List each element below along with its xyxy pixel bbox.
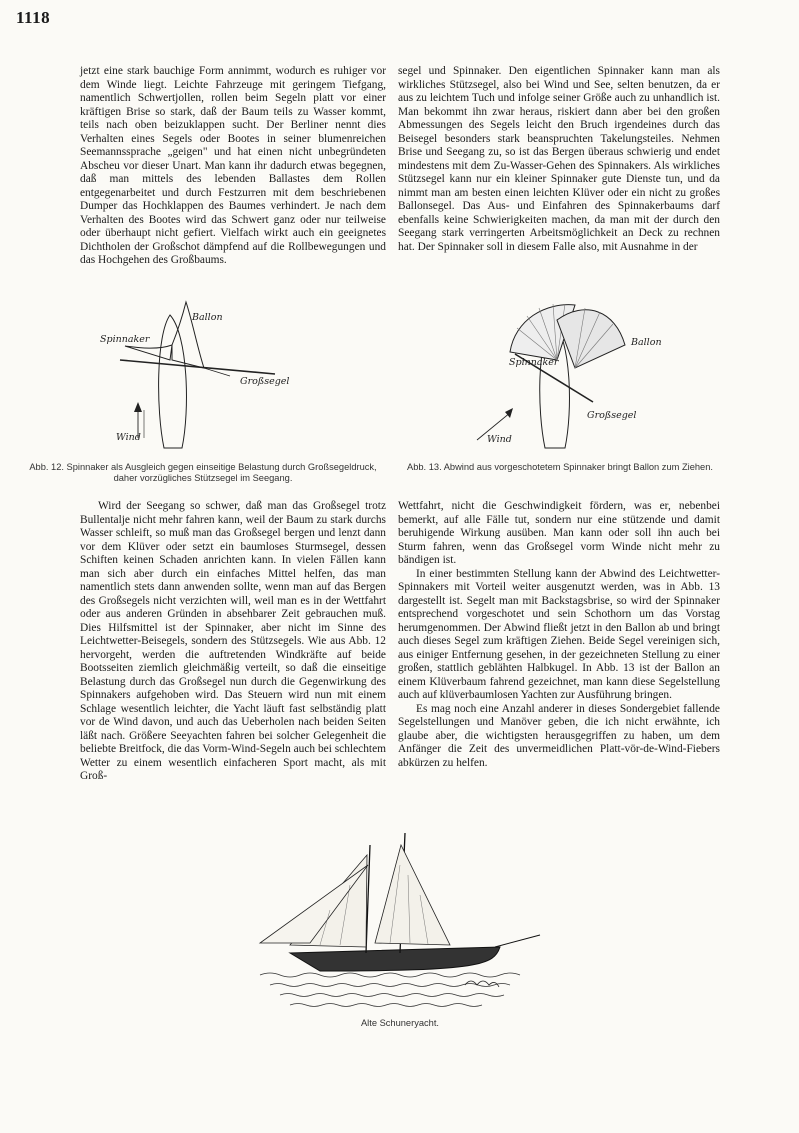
label-wind: Wind: [487, 434, 512, 445]
label-grosssegel: Großsegel: [587, 410, 637, 421]
paragraph: segel und Spinnaker. Den eigentlichen Spinnaker kann man als wirkliches Stützsegel, also bei Wind und See, selten benutzen, da er aus zu leichtem Tuch und infolge seiner Größe auch zu unhandlich ist. Man bekommt ihn zwar heraus, riskiert dann aber bei den großen Abmessungen des Segels leicht den Bruch irgendeines durch das Beisegel besonders stark beanspruchten Takelungsteiles. Nehmen Brise und Seegang zu, so ist das Bergen überaus schwierig und endet mindestens mit dem Zu-Wasser-Gehen des Spinnakers. Als wirkliches Stützsegel kann nur ein kleiner Spinnaker gute Dienste tun, und da nimmt man am besten einen leichten Klüver oder ein nicht zu großes Ballonsegel. Das Aus- und Einfahren des Spinnakerbaums darf ebenfalls keine Schwierigkeiten machen, da man mit der durch den Seegang stark verringerten Arbeitsmöglichkeit an Deck zu rechnen hat. Der Spinnaker soll in diesem Falle also, mit Ausnahme in der: [398, 65, 720, 253]
figure-13-caption: Abb. 13. Abwind aus vorgeschotetem Spinnaker bringt Ballon zum Ziehen.: [407, 462, 713, 472]
boom: [120, 360, 275, 374]
schooner-illustration: [250, 825, 550, 1015]
label-spinnaker: Spinnaker: [509, 357, 559, 368]
left-column-bottom: [80, 500, 386, 784]
hull: [159, 315, 187, 448]
left-column-top: [80, 65, 386, 268]
figure-12-caption: Abb. 12. Spinnaker als Ausgleich gegen einseitige Belastung durch Großsegeldruck, daher vorzügliches Stützsegel im Seegang.: [29, 462, 377, 483]
label-spinnaker: Spinnaker: [100, 334, 150, 345]
label-grosssegel: Großsegel: [240, 376, 290, 387]
spinnaker-sail: [125, 345, 172, 360]
label-ballon: Ballon: [631, 337, 662, 348]
schooner-hull: [290, 947, 500, 971]
label-wind: Wind: [116, 432, 141, 443]
schooner-caption: Alte Schuneryacht.: [360, 1018, 440, 1028]
label-ballon: Ballon: [192, 312, 223, 323]
mainsail: [375, 845, 450, 945]
paragraph: Es mag noch eine Anzahl anderer in dieses Sondergebiet fallende Segelstellungen und Manöver geben, die ich nicht erwähnte, ich glaube aber, die wichtigsten herausgegriffen zu haben, um dem Anfänger die Zeit des unvermeidlichen Platt-vör-de-Wind-Fiebers abkürzen zu helfen.: [398, 702, 720, 769]
figure-13-diagram: [475, 290, 675, 455]
paragraph: Wettfahrt, nicht die Geschwindigkeit fördern, was er, nebenbei bemerkt, auf alle Fälle tut, sondern nur eine stützende und damit beruhigende Wirkung ausüben. Man kann oder soll ihn auch bei Sturm fahren, wenn das Großsegel vorm Winde nicht mehr zu bändigen ist.: [398, 500, 720, 566]
right-column-top: [398, 65, 720, 254]
right-column-bottom: [398, 500, 720, 770]
paragraph: jetzt eine stark bauchige Form annimmt, wodurch es ruhiger vor dem Winde liegt. Leichte Fahrzeuge mit geringem Tiefgang, namentlich Schwertjollen, rollen beim Segeln platt vor einer kräftigen Brise so stark, daß der Baum teils zu Wasser kommt, teils nach oben beizuklappen sucht. Der Berliner nennt dies Verhalten eines Segels oder Bootes in seiner blumenreichen Seemannssprache „geigen" und hat einen nicht unbegründeten Abscheu vor dieser Unart. Man kann ihr dadurch etwas begegnen, daß man mittels des lebenden Ballastes dem Rollen entgegenarbeitet und durch Festzurren mit dem beschriebenen Dumper das Hochklappen des Baumes verhindert. Je nach dem Verhalten des Bootes wird das Schwert ganz oder nur teilweise oder überhaupt nicht gefiert. Vielfach wirkt auch ein geeignetes Dichtholen der Großschot dämpfend auf die Rollbewegungen und das Hochgehen des Großbaums.: [80, 65, 386, 266]
paragraph: In einer bestimmten Stellung kann der Abwind des Leichtwetter-Spinnakers mit Vorteil weiter ausgenutzt werden, was in Abb. 13 dargestellt ist. Segelt man mit Backstagsbrise, so wird der Spinnaker entsprechend vorgeschotet und sein Schothorn um das Vorstag herumgenommen. Der Abwind fließt jetzt in den Ballon ab und bringt auch dieses Segel zum kräftigen Ziehen. Beide Segel vereinigen sich, aus einiger Entfernung gesehen, in der gezeichneten Stellung zu einer großen, stattlich geblähten Halbkugel. In Abb. 13 ist der Ballon an einem Klüverbaum fahrend gezeichnet, man kann diese Segelstellung auch auf klüverbaumlosen Yachten zur Ausführung bringen.: [398, 567, 720, 701]
figure-12-diagram: [100, 290, 330, 455]
page-number: 1118: [16, 8, 51, 27]
paragraph: Wird der Seegang so schwer, daß man das Großsegel trotz Bullentalje nicht mehr fahren kann, weil der Baum zu stark durchs Wasser schleift, so muß man das Großsegel bergen und lenzt dann vor dem Klüver oder setzt ein baumloses Sturmsegel, dessen Schiften keinen Schaden anrichten kann. In vielen Fällen kann man sich aber durch ein einfaches Mittel helfen, das man namentlich stets dann anwenden sollte, wenn man auf das Bergen des Großsegels nicht verzichten will, weil man es in der Wettfahrt oder aus anderen Gründen in absehbarer Zeit gebrauchen muß. Dies Hilfsmittel ist der Spinnaker, aber nicht im Sinne des Leichtwetter-Beisegels, sondern des Stützsegels. Wie aus Abb. 12 hervorgeht, werden die auftretenden Windkräfte auf beide Bootsseiten ziemlich gleichmäßig verteilt, so daß die einseitige Belastung durch das Großsegel nun durch die Gegenwirkung des Spinnakers aufgehoben wird. Das Steuern wird nun mit einem Schlage wesentlich leichter, die Yacht läuft fast selbständig platt vor de Wind davon, und auch das Ueberholen nach beiden Seiten läßt nach. Größere Seeyachten fahren bei solcher Gelegenheit die beliebte Breitfock, die das Vorm-Wind-Segeln auch bei schlechtem Wetter zu einem wesentlich einfacheren Sport macht, als mit Groß-: [80, 500, 386, 782]
